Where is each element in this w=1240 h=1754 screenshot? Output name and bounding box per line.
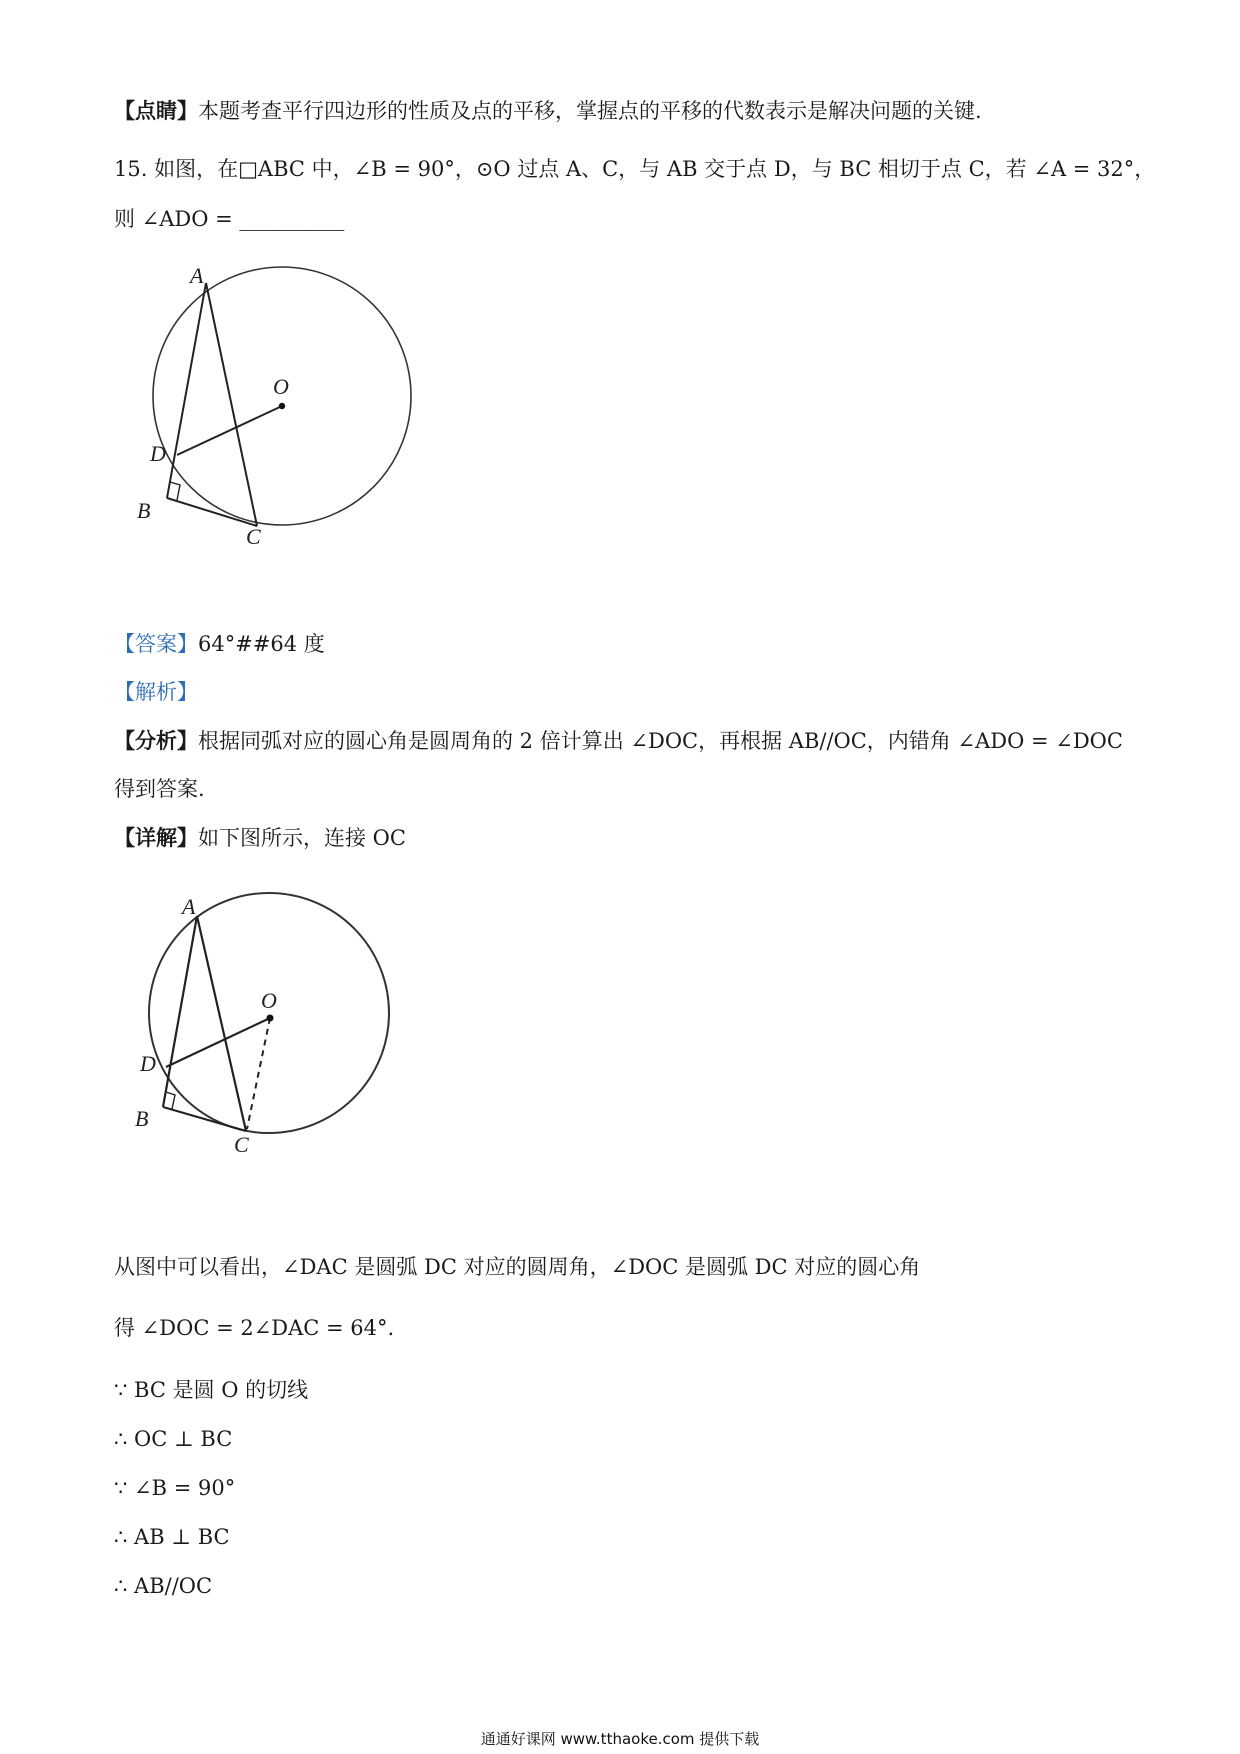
segment-ab xyxy=(167,283,206,498)
segment-ac xyxy=(206,283,257,526)
figure-2 xyxy=(130,880,410,1164)
segment-oc-dashed xyxy=(247,1018,270,1129)
step-5: ∵ ∠B = 90° xyxy=(114,1476,236,1500)
segment-do xyxy=(166,1018,270,1067)
dianjing-text: 本题考查平行四边形的性质及点的平移，掌握点的平移的代数表示是解决问题的关键. xyxy=(198,99,982,123)
answer-label: 【答案】 xyxy=(114,632,198,656)
segment-ac xyxy=(197,916,246,1131)
segment-do xyxy=(177,406,282,455)
answer-line xyxy=(114,629,325,659)
label-o: O xyxy=(273,374,289,399)
detail-label: 【详解】 xyxy=(114,825,198,850)
label-c: C xyxy=(234,1132,249,1157)
step-1: 从图中可以看出，∠DAC 是圆弧 DC 对应的圆周角，∠DOC 是圆弧 DC 对应的圆心角 xyxy=(114,1255,921,1279)
analysis-line-2: 得到答案. xyxy=(114,777,205,801)
center-point xyxy=(279,403,285,409)
label-d: D xyxy=(140,1051,156,1076)
step-7: ∴ AB//OC xyxy=(114,1574,213,1598)
right-angle-mark xyxy=(166,1092,175,1109)
label-o: O xyxy=(261,988,277,1013)
center-point xyxy=(267,1015,274,1022)
segment-bc xyxy=(167,498,257,526)
label-c: C xyxy=(246,524,261,549)
segment-bc xyxy=(163,1107,246,1131)
label-d: D xyxy=(150,441,166,466)
dianjing-label: 【点睛】 xyxy=(114,98,198,123)
circle-o xyxy=(149,893,389,1133)
page-footer: 通通好课网 www.tthaoke.com 提供下载 xyxy=(480,1730,760,1748)
label-b: B xyxy=(137,498,151,523)
figure-1 xyxy=(130,260,430,554)
step-2: 得 ∠DOC = 2∠DAC = 64°. xyxy=(114,1316,395,1340)
detail-line xyxy=(114,823,406,853)
answer-text: 64°##64 度 xyxy=(198,632,325,656)
step-4: ∴ OC ⊥ BC xyxy=(114,1427,233,1451)
segment-ab xyxy=(163,916,197,1107)
jiexi-label: 【解析】 xyxy=(114,680,198,704)
step-6: ∴ AB ⊥ BC xyxy=(114,1525,230,1549)
dianjing-paragraph xyxy=(114,96,982,126)
detail-text: 如下图所示，连接 OC xyxy=(198,826,406,850)
label-a: A xyxy=(182,894,196,919)
step-3: ∵ BC 是圆 O 的切线 xyxy=(114,1378,309,1402)
right-angle-mark xyxy=(170,482,180,500)
analysis-line-1 xyxy=(114,726,1123,756)
problem-line-1: 15. 如图，在□ABC 中，∠B = 90°，⊙O 过点 A、C，与 AB 交于点 D，与 BC 相切于点 C，若 ∠A = 32°， xyxy=(114,157,1156,181)
label-b: B xyxy=(135,1106,149,1131)
analysis-text-1: 根据同弧对应的圆心角是圆周角的 2 倍计算出 ∠DOC，再根据 AB//OC，内错角 ∠ADO = ∠DOC xyxy=(198,729,1123,753)
label-a: A xyxy=(190,263,204,288)
analysis-label: 【分析】 xyxy=(114,728,198,753)
problem-line-2: 则 ∠ADO = __________ xyxy=(114,207,345,231)
